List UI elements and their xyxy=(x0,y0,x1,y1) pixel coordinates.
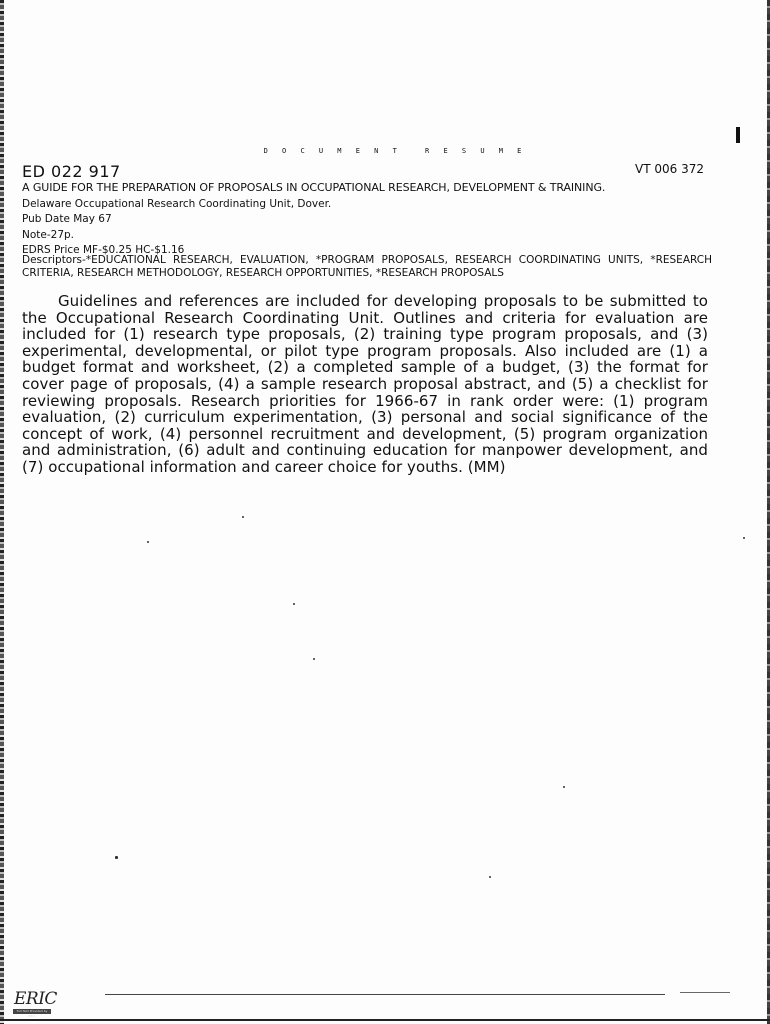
institution: Delaware Occupational Research Coordinating Unit, Dover. xyxy=(22,198,332,210)
scan-speck xyxy=(743,537,745,539)
document-resume-heading xyxy=(0,147,770,155)
footer-rule xyxy=(105,994,665,995)
ed-number: ED 022 917 xyxy=(22,162,121,181)
descriptors-text: *EDUCATIONAL RESEARCH, EVALUATION, *PROGRAM PROPOSALS, RESEARCH COORDINATING UNITS, *RESEARCH CRITERIA, RESEARCH METHODOLOGY, RESEARCH OPPORTUNITIES, *RESEARCH PROPOSALS xyxy=(22,254,712,279)
publication-date: Pub Date May 67 xyxy=(22,213,112,225)
scan-speck xyxy=(242,516,244,518)
descriptors xyxy=(22,254,712,280)
eric-logo-bar xyxy=(13,1009,51,1018)
page-bottom-border xyxy=(0,1019,770,1021)
scan-speck xyxy=(489,876,491,878)
eric-logo-text: ERIC xyxy=(14,989,57,1009)
scan-speck xyxy=(115,856,118,859)
scan-registration-mark xyxy=(736,127,740,143)
eric-logo xyxy=(8,985,57,1018)
scan-speck xyxy=(313,658,315,660)
footer-rule-right xyxy=(680,992,730,993)
page-note: Note-27p. xyxy=(22,229,75,241)
scan-speck xyxy=(147,541,149,543)
heading-word-document: D O C U M E N T xyxy=(263,147,402,155)
heading-word-resume: R E S U M E xyxy=(425,147,527,155)
abstract-text: Guidelines and references are included for developing proposals to be submitted to the Occupational Research Coordinating Unit. Outlines and criteria for evaluation are included for (1) research type proposals, (2) training type program proposals, and (3) experimental, developmental, or pilot type program proposals. Also included are (1) a budget format and worksheet, (2) a completed sample of a budget, (3) the format for cover page of proposals, (4) a sample research proposal abstract, and (5) a checklist for reviewing proposals. Research priorities for 1966-67 in rank order were: (1) program evaluation, (2) curriculum experimentation, (3) personal and social significance of the concept of work, (4) personnel recruitment and development, (5) program organization and administration, (6) adult and continuing education for manpower development, and (7) occupational information and career choice for youths. (MM) xyxy=(22,292,708,476)
scan-speck xyxy=(293,603,295,605)
descriptors-label: Descriptors- xyxy=(22,254,86,266)
edrs-price: EDRS Price MF-$0.25 HC-$1.16 xyxy=(22,244,185,256)
vt-number: VT 006 372 xyxy=(635,162,704,176)
scan-speck xyxy=(563,786,565,788)
eric-logo-subtext: Full Text Provided by ERIC xyxy=(16,1009,48,1018)
document-title: A GUIDE FOR THE PREPARATION OF PROPOSALS IN OCCUPATIONAL RESEARCH, DEVELOPMENT & TRAINING. xyxy=(22,181,606,194)
